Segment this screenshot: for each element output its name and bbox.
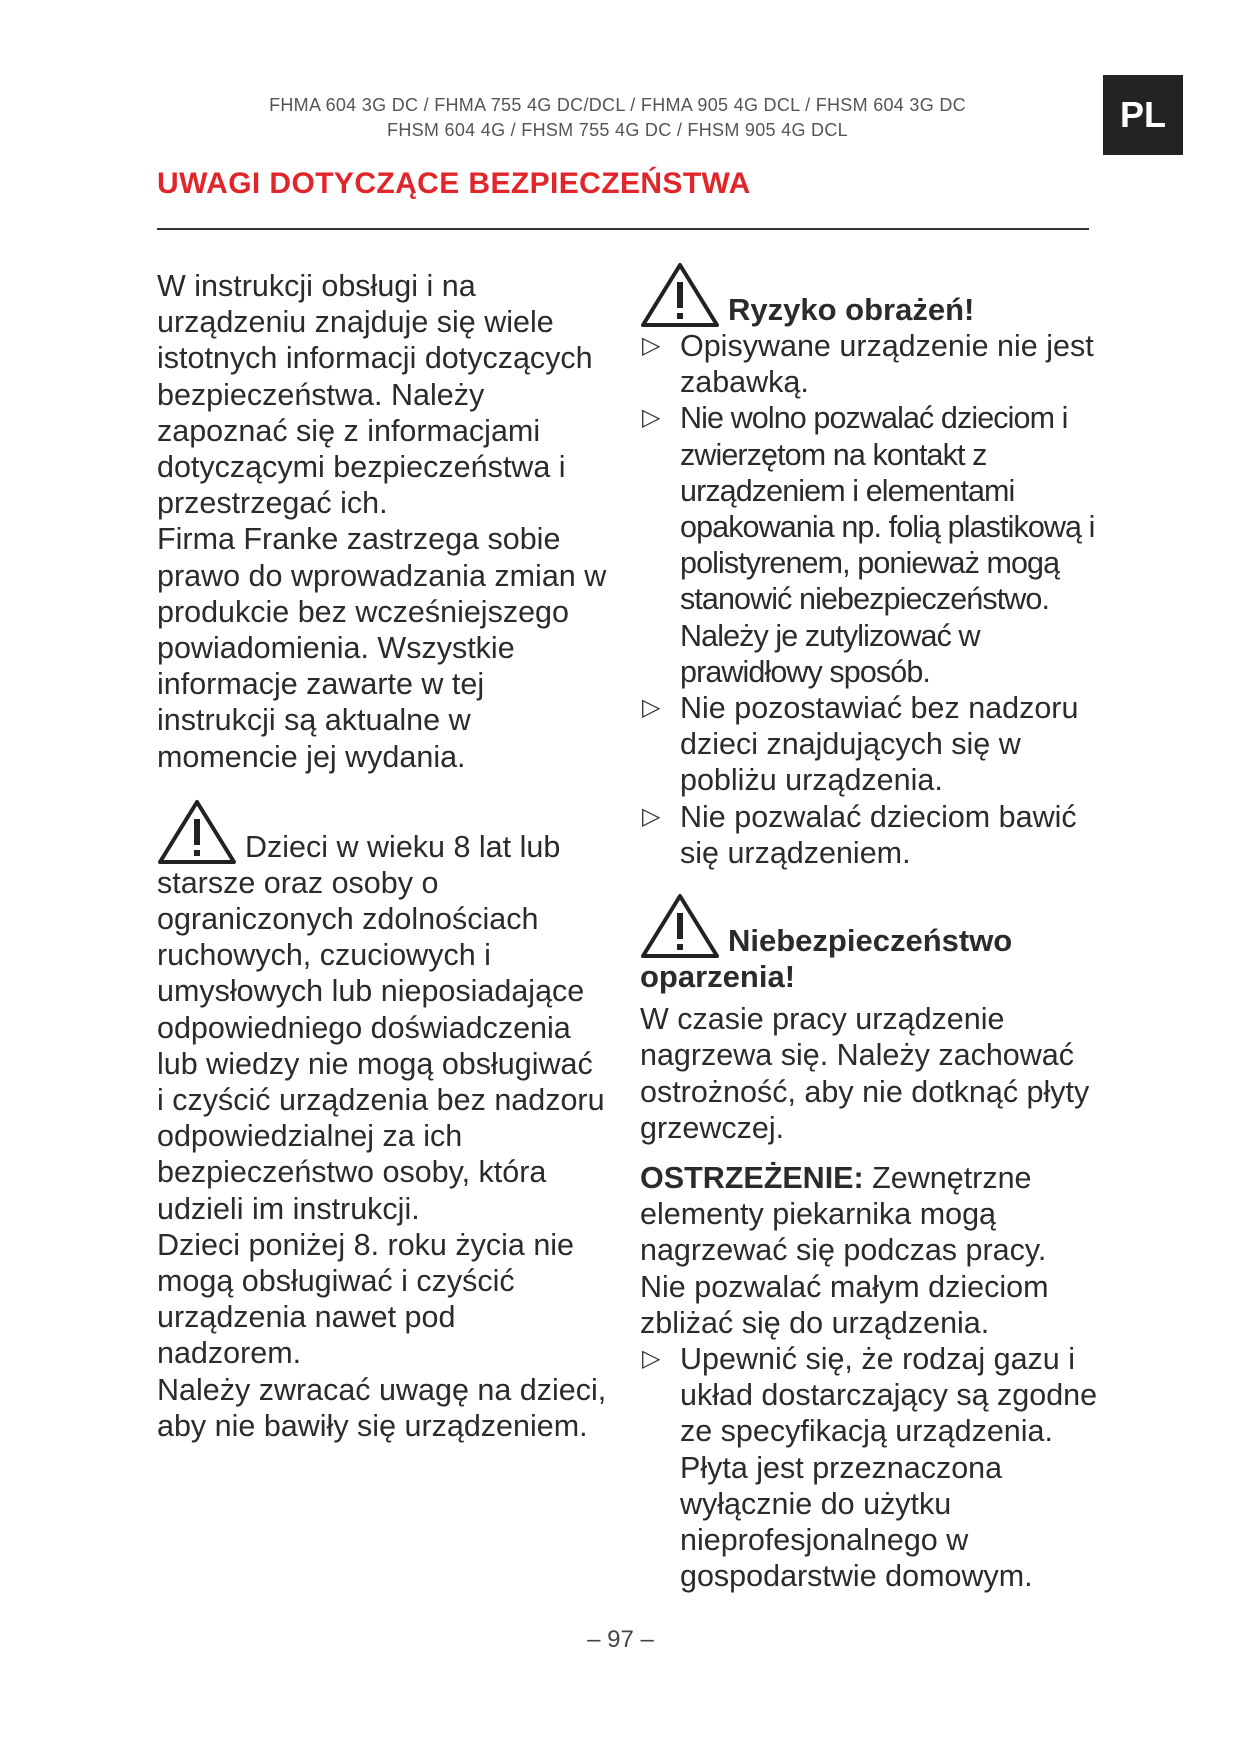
bullet-text: Opisywane urządzenie nie jest zabawką. [680,329,1094,400]
section-title: UWAGI DOTYCZĄCE BEZPIECZEŃSTWA [157,167,751,200]
warning-triangle-icon [640,893,720,959]
bullet-text: Nie pozwalać dzieciom bawić się urządzeniem. [680,799,1077,870]
bullet-triangle-icon: ▷ [642,404,661,432]
burn-heading [640,893,1100,995]
warning-paragraph [640,1160,1100,1341]
under-8-paragraph: Dzieci poniżej 8. roku życia nie mogą obsługiwać i czyścić urządzenia nawet pod nadzorem. [157,1227,575,1371]
warning-triangle-icon [157,799,237,865]
warning-triangle-icon [640,262,720,328]
list-item [640,1341,1100,1594]
injury-heading-text: Ryzyko obrażeń! [728,291,975,327]
model-list-line-1: FHMA 604 3G DC / FHMA 755 4G DC/DCL / FHMA 905 4G DCL / FHSM 604 3G DC [269,95,966,115]
burn-paragraph: W czasie pracy urządzenie nagrzewa się. Należy zachować ostrożność, aby nie dotknąć płyty grzewczej. [640,1002,1090,1145]
intro-paragraph: W instrukcji obsługi i na urządzeniu znajduje się wiele istotnych informacji dotyczących bezpieczeństwa. Należy zapoznać się z informacjami dotyczącymi bezpieczeństwa i przestrzegać ich. [157,269,593,521]
list-item [640,328,1100,400]
model-list-line-2: FHSM 604 4G / FHSM 755 4G DC / FHSM 905 4G DCL [387,120,848,140]
model-list [190,93,1045,143]
bullet-text: Nie pozostawiać bez nadzoru dzieci znajdujących się w pobliżu urządzenia. [680,691,1079,798]
left-column [157,268,607,1444]
list-item [640,400,1100,690]
right-column [640,262,1100,1595]
bullet-triangle-icon: ▷ [642,1345,661,1373]
bullet-triangle-icon: ▷ [642,694,661,722]
burn-heading-text: Niebezpieczeństwo oparzenia! [640,922,1013,995]
attention-paragraph: Należy zwracać uwagę na dzieci, aby nie bawiły się urządzeniem. [157,1372,607,1443]
list-item [640,799,1100,871]
children-warning-text: Dzieci w wieku 8 lat lub starsze oraz osoby o ograniczonych zdolnościach ruchowych, czuciowych i umysłowych lub nieposiadające odpowiedniego doświadczenia lub wiedzy nie mogą obsługiwać i czyścić urządzenia bez nadzoru odpowiedzialnej za ich bezpieczeństwo osoby, która udzieli im instrukcji. [157,829,605,1226]
language-badge: PL [1103,75,1183,155]
injury-heading [640,262,1100,328]
gas-bullet-list [640,1341,1100,1594]
title-divider [157,228,1089,230]
warning-text: Zewnętrzne elementy piekarnika mogą nagrzewać się podczas pracy. Nie pozwalać małym dzieciom zbliżać się do urządzenia. [640,1161,1049,1340]
bullet-text: Nie wolno pozwalać dzieciom i zwierzętom na kontakt z urządzeniem i elementami opakowania np. folią plastikową i polistyrenem, ponieważ mogą stanowić niebezpieczeństwo. Należy je zutylizować w prawidłowy sposób. [680,401,1095,689]
franke-paragraph: Firma Franke zastrzega sobie prawo do wprowadzania zmian w produkcie bez wcześniejszego powiadomienia. Wszystkie informacje zawarte w tej instrukcji są aktualne w momencie jej wydania. [157,522,607,774]
injury-bullet-list [640,328,1100,871]
bullet-triangle-icon: ▷ [642,332,661,359]
warning-label: OSTRZEŻENIE: [640,1161,864,1196]
page-number: – 97 – [587,1626,654,1653]
children-warning-paragraph [157,799,607,1227]
bullet-triangle-icon: ▷ [642,802,661,830]
list-item [640,690,1100,799]
bullet-text: Upewnić się, że rodzaj gazu i układ dostarczający są zgodne ze specyfikacją urządzenia. Płyta jest przeznaczona wyłącznie do użytku nieprofesjonalnego w gospodarstwie domowym. [680,1342,1098,1594]
